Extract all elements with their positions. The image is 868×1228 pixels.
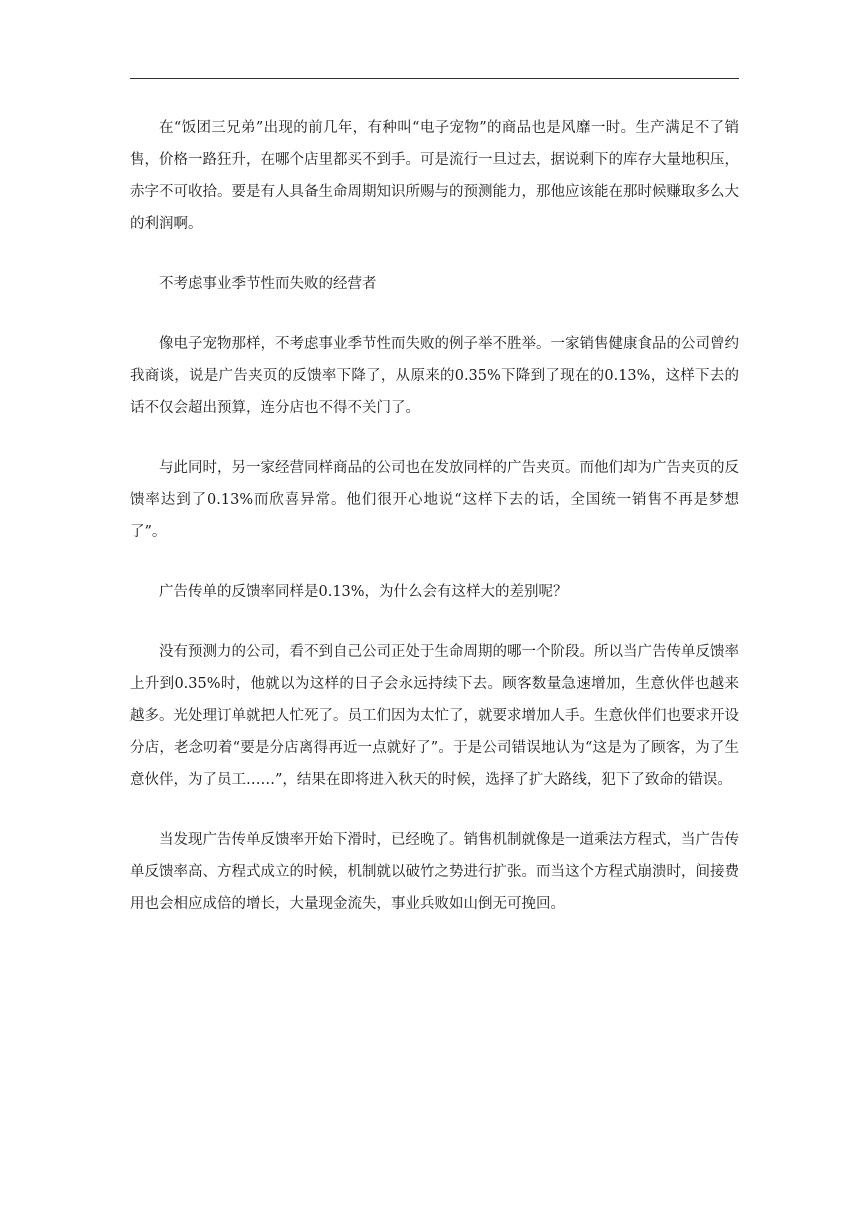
paragraph-4: 广告传单的反馈率同样是0.13%，为什么会有这样大的差别呢？	[159, 584, 568, 600]
paragraph-2: 像电子宠物那样，不考虑事业季节性而失败的例子举不胜举。一家销售健康食品的公司曾约我商谈，说是广告夹页的反馈率下降了，从原来的0.35%下降到了现在的0.13%，这样下去的话不仅会超出预算，连分店也不得不关门了。	[130, 336, 739, 416]
paragraph-1: 在“饭团三兄弟”出现的前几年，有种叫“电子宠物”的商品也是风靡一时。生产满足不了销售，价格一路狂升，在哪个店里都买不到手。可是流行一旦过去，据说剩下的库存大量地积压，赤字不可收拾。要是有人具备生命周期知识所赐与的预测能力，那他应该能在那时候赚取多么大的利润啊。	[130, 120, 739, 232]
section-heading: 不考虑事业季节性而失败的经营者	[159, 276, 377, 292]
header-rule	[130, 78, 739, 79]
paragraph-5: 没有预测力的公司，看不到自己公司正处于生命周期的哪一个阶段。所以当广告传单反馈率上升到0.35%时，他就以为这样的日子会永远持续下去。顾客数量急速增加，生意伙伴也越来越多。光处理订单就把人忙死了。员工们因为太忙了，就要求增加人手。生意伙伴们也要求开设分店，老念叨着“要是分店离得再近一点就好了”。于是公司错误地认为“这是为了顾客，为了生意伙伴，为了员工……”，结果在即将进入秋天的时候，选择了扩大路线，犯下了致命的错误。	[130, 644, 739, 788]
document-body	[130, 112, 739, 920]
paragraph-3: 与此同时，另一家经营同样商品的公司也在发放同样的广告夹页。而他们却为广告夹页的反馈率达到了0.13%而欣喜异常。他们很开心地说“这样下去的话，全国统一销售不再是梦想了”。	[130, 460, 739, 540]
paragraph-6: 当发现广告传单反馈率开始下滑时，已经晚了。销售机制就像是一道乘法方程式，当广告传单反馈率高、方程式成立的时候，机制就以破竹之势进行扩张。而当这个方程式崩溃时，间接费用也会相应成倍的增长，大量现金流失，事业兵败如山倒无可挽回。	[130, 832, 739, 912]
